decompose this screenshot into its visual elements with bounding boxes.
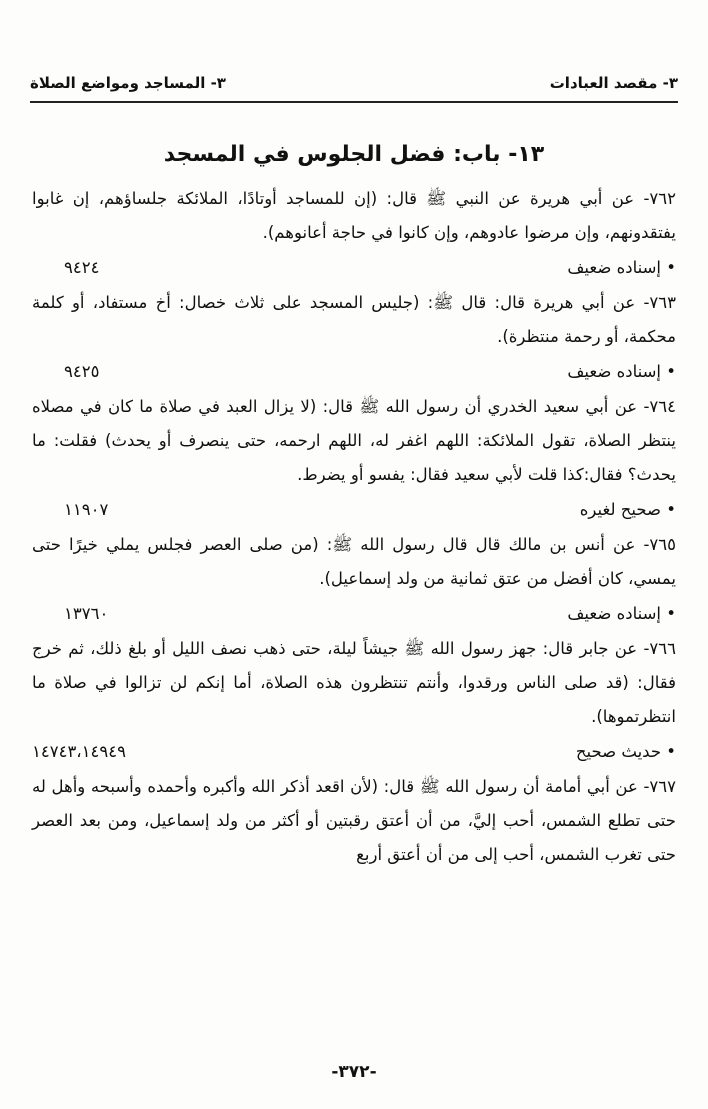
hadith-767: ٧٦٧- عن أبي أمامة أن رسول الله ﷺ قال: (لأن اقعد أذكر الله وأكبره وأحمده وأسبحه وأهل له حتى تطلع الشمس، أحب إليَّ، من أن أعتق رقبتين أو أكثر من ولد إسماعيل، ومن بعد العصر حتى تغرب الشمس، أحب إلى من أن أعتق أربع [32, 777, 676, 864]
hadith-762: ٧٦٢- عن أبي هريرة عن النبي ﷺ قال: (إن للمساجد أوتادًا، الملائكة جلساؤهم، إن غابوا يفتقدونهم، وإن مرضوا عادوهم، وإن كانوا في حاجة أعانوهم). [32, 189, 676, 242]
grade-row [32, 596, 676, 632]
hadith-766: ٧٦٦- عن جابر قال: جهز رسول الله ﷺ جيشاً ليلة، حتى ذهب نصف الليل أو بلغ ذلك، ثم خرج فقال: (قد صلى الناس ورقدوا، وأنتم تنتظرون هذه الصلاة، أما إنكم لن تزالوا في صلاة ما انتظرتموها). [32, 639, 676, 726]
running-header [30, 74, 678, 98]
hadith-765: ٧٦٥- عن أنس بن مالك قال قال رسول الله ﷺ: (من صلى العصر فجلس يملي خيرًا حتى يمسي، كان أفضل من عتق ثمانية من ولد إسماعيل). [32, 535, 676, 588]
reference-number: ٩٤٢٥ [64, 362, 100, 381]
grade-row [32, 734, 676, 770]
reference-number: ١٣٧٦٠ [64, 604, 109, 623]
grade-label: • إسناده ضعيف [567, 604, 676, 623]
header-section-title: ٣- مقصد العبادات [549, 74, 678, 92]
grade-label: • إسناده ضعيف [567, 362, 676, 381]
reference-number: ١٤٧٤٣،١٤٩٤٩ [32, 742, 126, 761]
hadith-764: ٧٦٤- عن أبي سعيد الخدري أن رسول الله ﷺ قال: (لا يزال العبد في صلاة ما كان في مصلاه ينتظر الصلاة، تقول الملائكة: اللهم اغفر له، اللهم ارحمه، حتى ينصرف أو يحدث) فقلت: ما يحدث؟ فقال:كذا قلت لأبي سعيد فقال: يفسو أو يضرط. [32, 397, 676, 484]
page-body [32, 182, 676, 872]
hadith-763: ٧٦٣- عن أبي هريرة قال: قال ﷺ: (جليس المسجد على ثلاث خصال: أخ مستفاد، أو كلمة محكمة، أو رحمة منتظرة). [32, 293, 676, 346]
page-number: -٣٧٢- [331, 1062, 377, 1082]
reference-number: ٩٤٢٤ [64, 258, 100, 277]
grade-label: • صحيح لغيره [579, 500, 676, 519]
reference-number: ١١٩٠٧ [64, 500, 109, 519]
grade-label: • حديث صحيح [575, 742, 676, 761]
grade-row [32, 250, 676, 286]
chapter-title: ١٣- باب: فضل الجلوس في المسجد [163, 142, 545, 167]
header-rule [30, 101, 678, 103]
header-chapter-title: ٣- المساجد ومواضع الصلاة [30, 74, 226, 92]
grade-label: • إسناده ضعيف [567, 258, 676, 277]
grade-row [32, 492, 676, 528]
grade-row [32, 354, 676, 390]
